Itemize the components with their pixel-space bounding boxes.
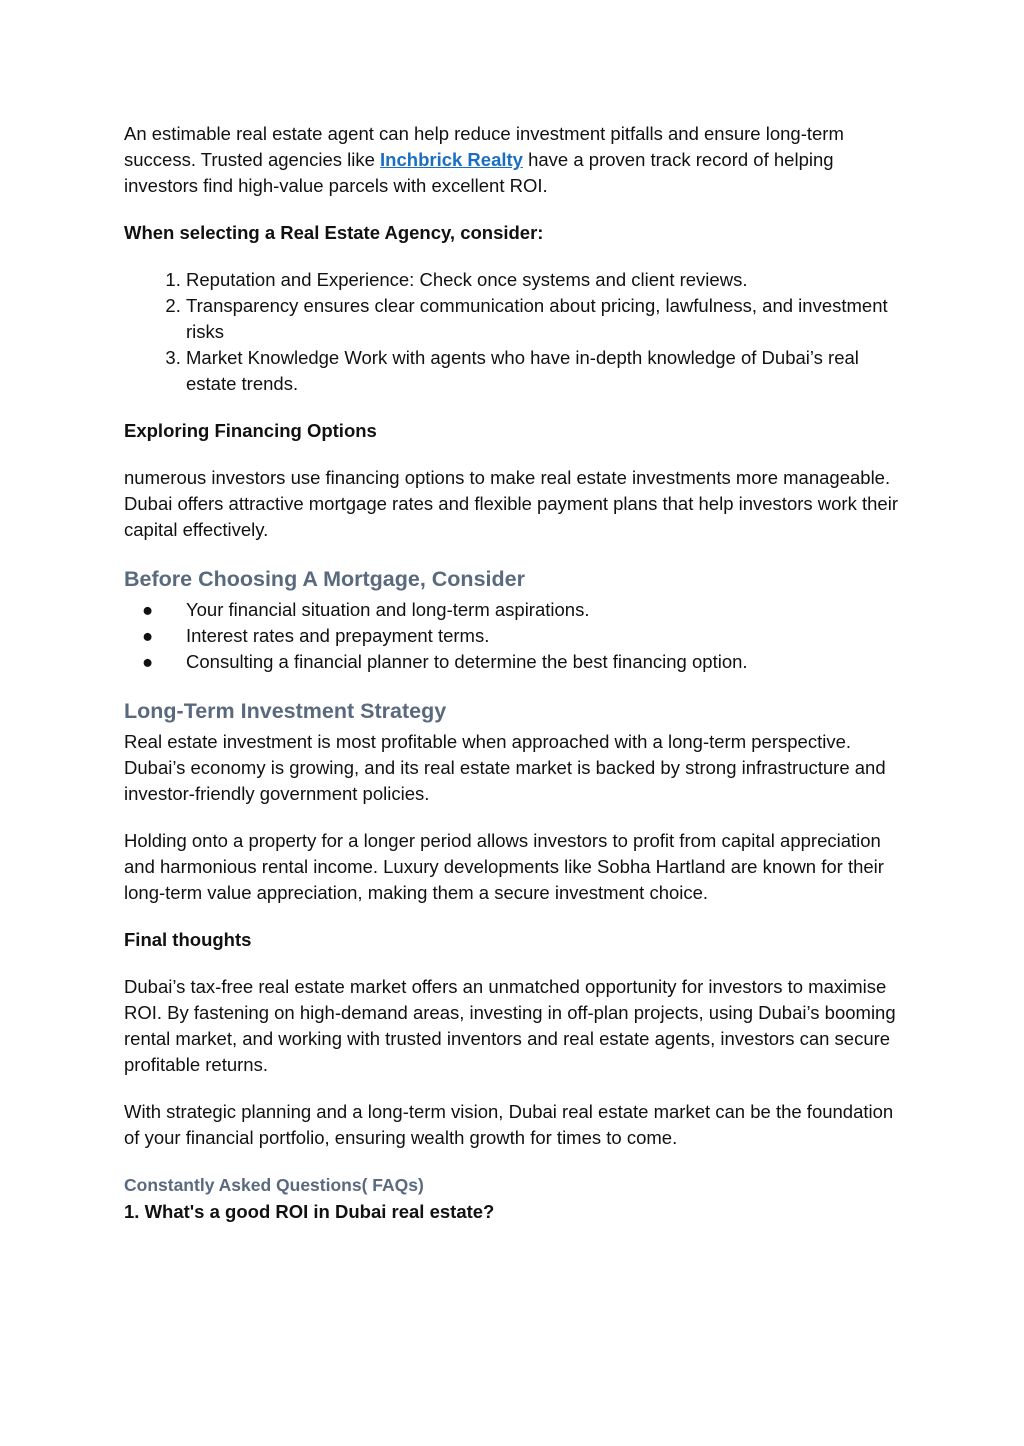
bullet-icon: ● <box>142 625 154 646</box>
final-paragraph-2: With strategic planning and a long-term vision, Dubai real estate market can be the foundation of your financial portfolio, ensuring wealth growth for times to come. <box>124 1101 894 1148</box>
bullet-icon: ● <box>142 599 154 620</box>
list-item-text: Your financial situation and long-term aspirations. <box>186 599 590 620</box>
bullet-icon: ● <box>142 651 154 672</box>
document-body <box>124 121 904 1225</box>
list-item: 3. Market Knowledge Work with agents who have in-depth knowledge of Dubai’s real estate trends. <box>186 345 904 397</box>
list-item <box>142 623 904 649</box>
faq-question-1: 1. What's a good ROI in Dubai real estate? <box>124 1201 495 1222</box>
intro-text-before-link: An estimable real estate agent can help reduce investment pitfalls and ensure long-term success. Trusted agencies like <box>124 123 844 170</box>
agency-heading: When selecting a Real Estate Agency, consider: <box>124 222 544 243</box>
list-item: 1. Reputation and Experience: Check once systems and client reviews. <box>186 267 904 293</box>
strategy-paragraph-2: Holding onto a property for a longer period allows investors to profit from capital appreciation and harmonious rental income. Luxury developments like Sobha Hartland are known for their long-term value appreciation, making them a secure investment choice. <box>124 830 884 903</box>
mortgage-considerations-list <box>124 597 904 675</box>
agency-criteria-list <box>124 267 904 397</box>
list-item-text: Interest rates and prepayment terms. <box>186 625 490 646</box>
financing-paragraph: numerous investors use financing options to make real estate investments more manageable. Dubai offers attractive mortgage rates and flexible payment plans that help investors work their capital effectively. <box>124 467 898 540</box>
final-thoughts-heading: Final thoughts <box>124 929 252 950</box>
intro-text-after-link: have a proven track record of helping investors find high-value parcels with excellent ROI. <box>124 149 834 196</box>
strategy-paragraph-1: Real estate investment is most profitable when approached with a long-term perspective. Dubai’s economy is growing, and its real estate market is backed by strong infrastructure and investor-friendly government policies. <box>124 731 886 804</box>
list-item: 2. Transparency ensures clear communication about pricing, lawfulness, and investment risks <box>186 293 904 345</box>
strategy-heading: Long-Term Investment Strategy <box>124 699 447 723</box>
list-item-text: Consulting a financial planner to determine the best financing option. <box>186 651 748 672</box>
list-item <box>142 649 904 675</box>
list-item <box>142 597 904 623</box>
inchbrick-realty-link[interactable]: Inchbrick Realty <box>380 149 523 170</box>
intro-paragraph <box>124 121 904 199</box>
faq-heading: Constantly Asked Questions( FAQs) <box>124 1175 424 1195</box>
mortgage-heading: Before Choosing A Mortgage, Consider <box>124 567 525 591</box>
financing-heading: Exploring Financing Options <box>124 420 377 441</box>
final-paragraph-1: Dubai’s tax-free real estate market offers an unmatched opportunity for investors to maximise ROI. By fastening on high-demand areas, investing in off-plan projects, using Dubai’s booming rental market, and working with trusted inventors and real estate agents, investors can secure profitable returns. <box>124 976 896 1075</box>
